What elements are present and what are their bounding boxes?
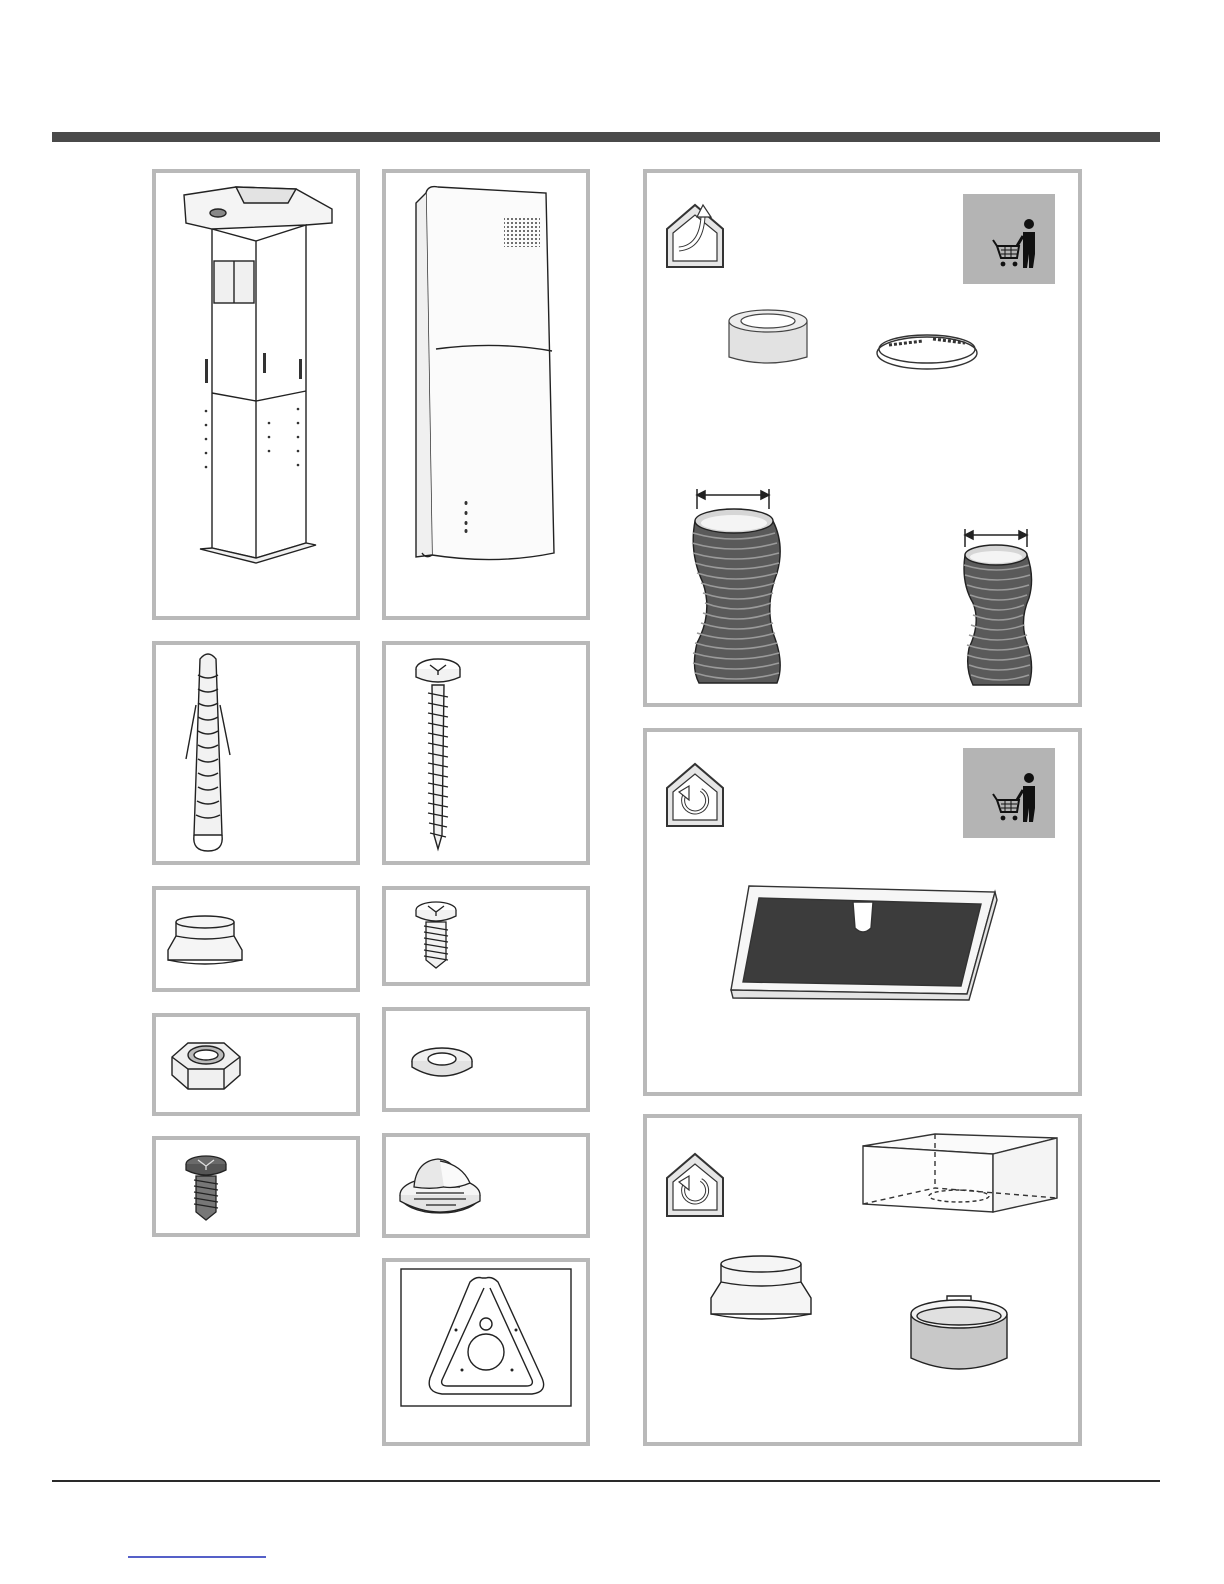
mounting-template-illustration [386,1262,586,1442]
part-dark-screw [152,1136,360,1237]
duct-adapter-ring [711,1256,811,1319]
flat-washer-illustration [386,1011,586,1108]
part-non-return-valve [382,1133,590,1238]
recirculation-kit-illustration [647,1118,1078,1442]
inner-chimney-frame-illustration [156,173,356,616]
flexible-duct-large [692,509,780,683]
top-rule [52,132,1160,142]
adhesive-tape [729,310,807,363]
part-hex-nut [152,1013,360,1116]
part-triangular-mounting-template [382,1258,590,1446]
flexible-duct-small [964,545,1032,685]
dark-screw-illustration [156,1140,356,1233]
part-outer-chimney-cover [382,169,590,620]
part-long-wood-screw [382,641,590,865]
duct-adapter-ring-illustration [156,890,356,988]
extraction-accessories-illustration [647,173,1078,703]
deflector-box [863,1134,1057,1212]
part-wall-plug [152,641,360,865]
part-short-screw [382,886,590,986]
hex-nut-illustration [156,1017,356,1112]
footer-link-underline[interactable] [128,1556,266,1558]
panel-recirculation-kit [643,1114,1082,1446]
part-duct-adapter-ring [152,886,360,992]
short-screw-illustration [386,890,586,982]
bottom-rule [52,1480,1160,1482]
round-carbon-filter [911,1296,1007,1369]
non-return-valve-illustration [386,1137,586,1234]
carbon-filter-panel-illustration [647,732,1078,1092]
panel-recirculation-filter [643,728,1082,1096]
long-wood-screw-illustration [386,645,586,861]
part-flat-washer [382,1007,590,1112]
panel-extraction-accessories [643,169,1082,707]
part-inner-chimney-frame [152,169,360,620]
wall-plug-illustration [156,645,356,861]
hose-clamp [877,335,977,369]
outer-chimney-cover-illustration [386,173,586,616]
